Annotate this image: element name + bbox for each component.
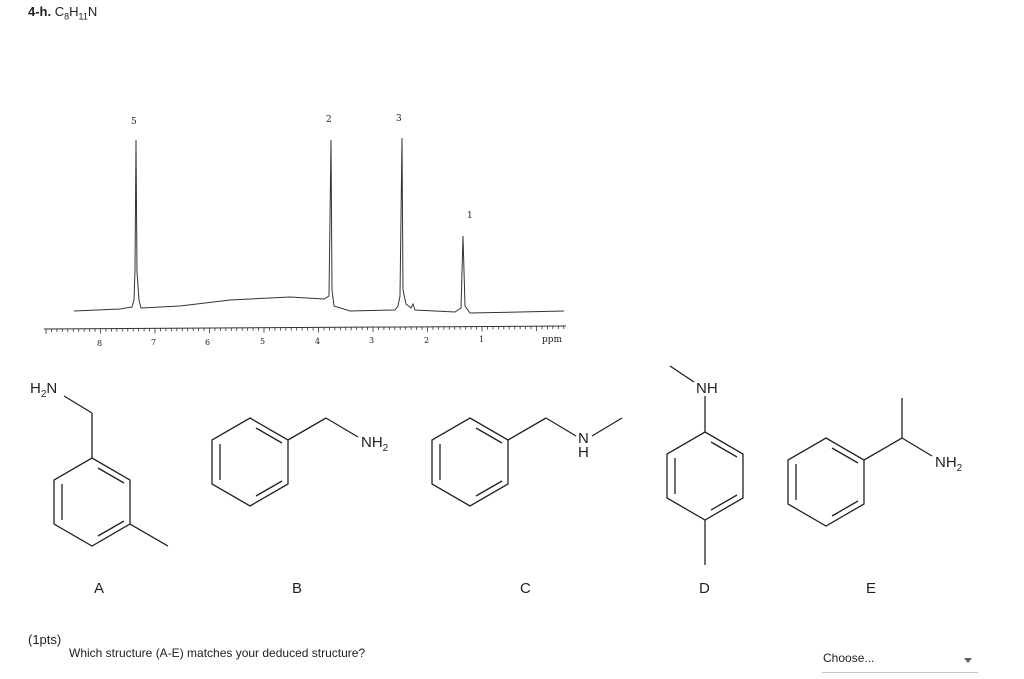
axis-tick-label: 7 bbox=[151, 338, 157, 347]
structure-d-label: D bbox=[699, 580, 710, 597]
question-text: Which structure (A-E) matches your deduced structure? bbox=[69, 646, 366, 660]
peak-label: 1 bbox=[467, 211, 473, 221]
problem-id: 4-h. bbox=[28, 4, 52, 19]
axis-tick-label: 4 bbox=[315, 337, 321, 346]
axis-unit: ppm bbox=[542, 335, 563, 345]
peak-label: 5 bbox=[131, 117, 137, 127]
answer-select-value: Choose... bbox=[823, 651, 875, 665]
structure-c-drawing bbox=[432, 418, 622, 506]
axis-tick-label: 1 bbox=[479, 335, 485, 344]
chevron-down-icon[interactable] bbox=[964, 658, 972, 663]
peak-label: 3 bbox=[396, 114, 402, 124]
structure-a-drawing bbox=[54, 396, 168, 546]
axis-tick-label: 5 bbox=[260, 337, 266, 346]
structure-a-group: $H_2N$ bbox=[30, 380, 58, 400]
molecular-formula: $C_8H_{11}N$ bbox=[54, 4, 98, 22]
structure-b-drawing bbox=[212, 418, 358, 506]
structure-b-label: B bbox=[292, 580, 303, 597]
answer-select[interactable] bbox=[822, 650, 978, 673]
axis-tick-label: 8 bbox=[97, 339, 103, 348]
structure-e-label: E bbox=[866, 580, 877, 597]
structure-c-group: N H bbox=[578, 430, 589, 461]
axis-tick-label: 2 bbox=[424, 336, 430, 345]
structure-a-label: A bbox=[94, 580, 105, 597]
axis-tick-label: 6 bbox=[205, 338, 211, 347]
peak-label: 2 bbox=[326, 115, 332, 125]
axis-tick-label: 3 bbox=[369, 336, 375, 345]
structure-b-group: $NH_2$ bbox=[361, 434, 389, 454]
structure-d-group: NH bbox=[696, 380, 718, 397]
structure-e-group: $NH_2$ bbox=[935, 454, 963, 474]
points-label: (1pts) bbox=[28, 632, 62, 647]
structure-c-label: C bbox=[520, 580, 531, 597]
structure-e-drawing bbox=[788, 398, 932, 526]
